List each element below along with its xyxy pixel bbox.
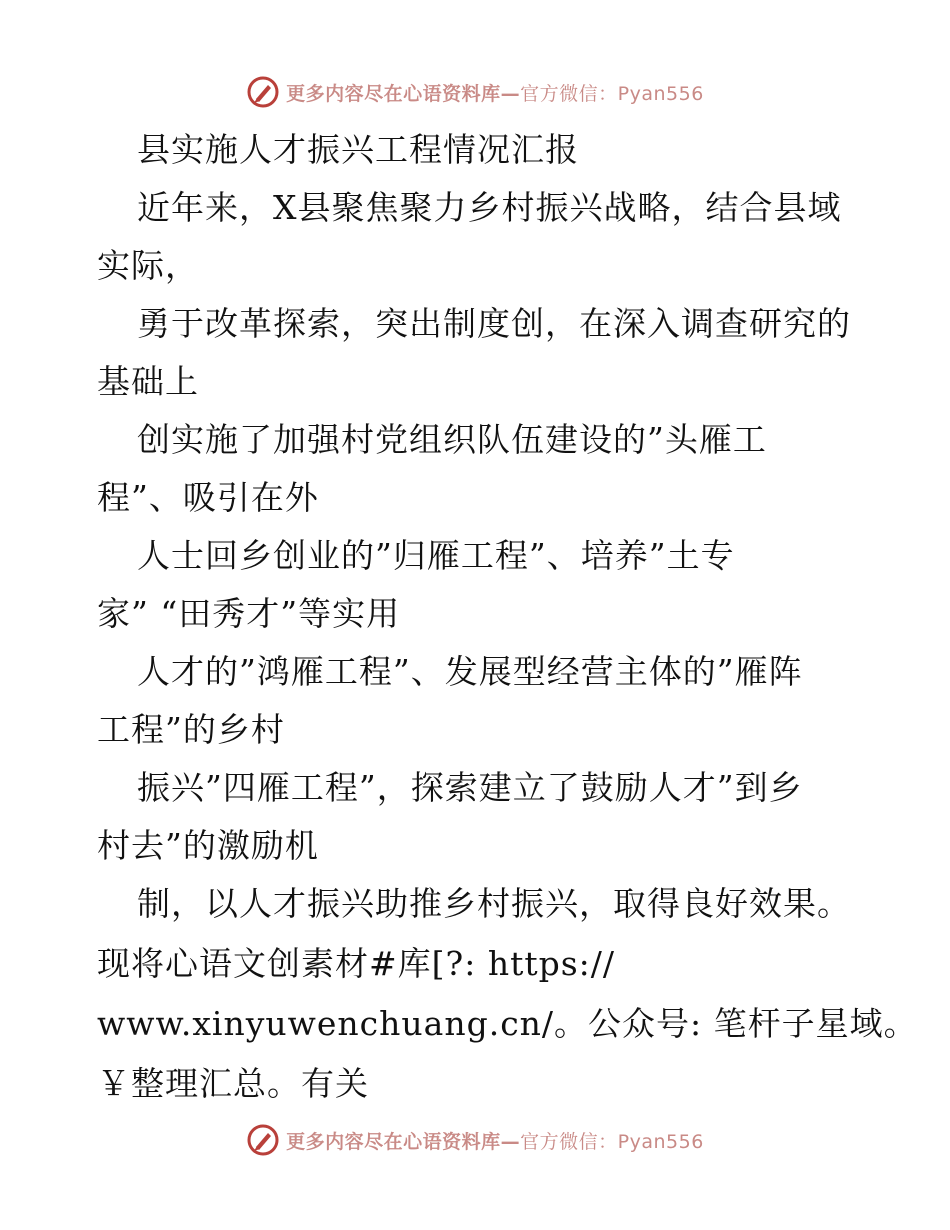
paragraph-line: 勇于改革探索，突出制度创，在深入调查研究的 [137, 304, 851, 343]
paragraph-line: 振兴”四雁工程”，探索建立了鼓励人才”到乡 [137, 768, 803, 807]
document-title: 县实施人才振兴工程情况汇报 [137, 130, 579, 169]
header-banner [0, 72, 950, 112]
banner-text: 更多内容尽在心语资料库—官方微信：Pyan556 [286, 1130, 704, 1153]
paragraph-line: www.xinyuwenchuang.cn/。公众号: 笔杆子星域。 [97, 1004, 918, 1043]
footer-banner [0, 1120, 950, 1160]
banner-text: 更多内容尽在心语资料库—官方微信：Pyan556 [286, 82, 704, 105]
paragraph-line: 现将心语文创素材#库[?: https:// [97, 944, 616, 983]
pen-logo-icon [246, 75, 280, 109]
paragraph-line: 程”、吸引在外 [97, 478, 319, 517]
paragraph-line: 实际， [97, 246, 199, 285]
paragraph-line: ￥整理汇总。有关 [97, 1064, 369, 1103]
paragraph-line: 村去”的激励机 [97, 826, 319, 865]
paragraph-line: 基础上 [97, 362, 199, 401]
pen-logo-icon [246, 1123, 280, 1157]
paragraph-line: 人才的”鸿雁工程”、发展型经营主体的”雁阵 [137, 652, 803, 691]
paragraph-line: 家” “田秀才”等实用 [97, 594, 401, 633]
paragraph-line: 制，以人才振兴助推乡村振兴，取得良好效果。 [137, 884, 851, 923]
paragraph-line: 创实施了加强村党组织队伍建设的”头雁工 [137, 420, 767, 459]
paragraph-line: 工程”的乡村 [97, 710, 285, 749]
paragraph-line: 近年来，X县聚焦聚力乡村振兴战略，结合县域 [137, 188, 842, 227]
paragraph-line: 人士回乡创业的”归雁工程”、培养”土专 [137, 536, 735, 575]
